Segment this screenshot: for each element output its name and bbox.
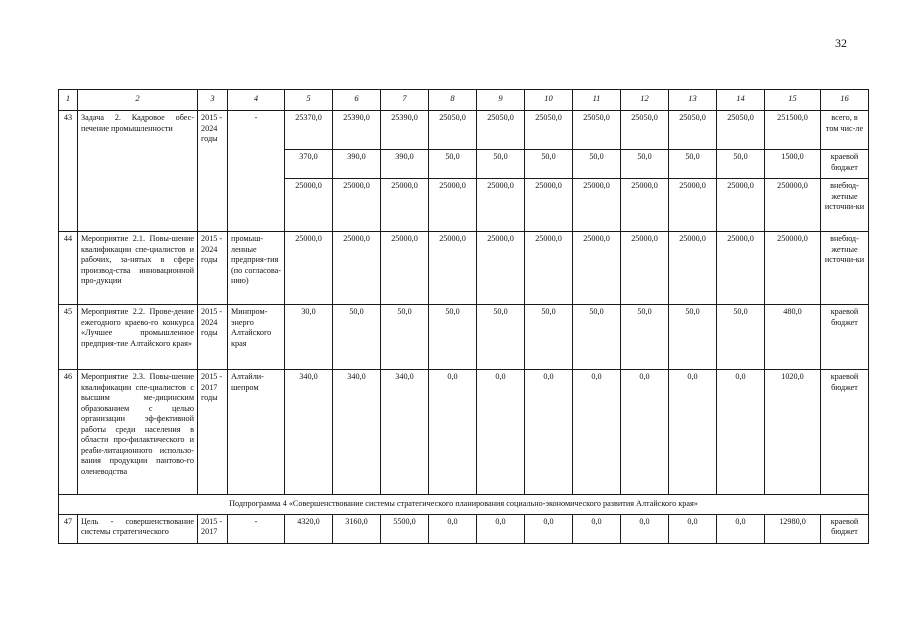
value-cell: 25390,0 xyxy=(381,111,429,150)
value-cell: 0,0 xyxy=(669,514,717,543)
column-header: 11 xyxy=(573,90,621,111)
total-cell: 251500,0 xyxy=(765,111,821,150)
value-cell: 390,0 xyxy=(381,150,429,179)
value-cell: 25370,0 xyxy=(285,111,333,150)
value-cell: 25000,0 xyxy=(429,232,477,305)
header-row xyxy=(59,90,869,111)
row-executor: Алтайли-шепром xyxy=(228,370,285,495)
column-header: 4 xyxy=(228,90,285,111)
column-header: 9 xyxy=(477,90,525,111)
value-cell: 50,0 xyxy=(669,150,717,179)
value-cell: 0,0 xyxy=(477,514,525,543)
value-cell: 50,0 xyxy=(477,305,525,370)
column-header: 6 xyxy=(333,90,381,111)
row-number: 47 xyxy=(59,514,78,543)
value-cell: 25050,0 xyxy=(669,111,717,150)
subprogram-row xyxy=(59,495,869,515)
column-header: 15 xyxy=(765,90,821,111)
source-cell: внебюд-жетные источни-ки xyxy=(821,179,869,232)
row-number: 45 xyxy=(59,305,78,370)
value-cell: 25000,0 xyxy=(573,179,621,232)
total-cell: 480,0 xyxy=(765,305,821,370)
value-cell: 25000,0 xyxy=(669,179,717,232)
value-cell: 50,0 xyxy=(333,305,381,370)
value-cell: 25390,0 xyxy=(333,111,381,150)
value-cell: 0,0 xyxy=(477,370,525,495)
value-cell: 25000,0 xyxy=(717,179,765,232)
source-cell: всего, в том чис-ле xyxy=(821,111,869,150)
value-cell: 25000,0 xyxy=(621,179,669,232)
column-header: 12 xyxy=(621,90,669,111)
column-header: 1 xyxy=(59,90,78,111)
value-cell: 0,0 xyxy=(621,514,669,543)
source-cell: краевой бюджет xyxy=(821,370,869,495)
row-name: Мероприятие 2.1. Повы-шение квалификации спе-циалистов и рабочих, за-нятых в сфере производ-ства инновационной про-дукции xyxy=(78,232,198,305)
column-header: 5 xyxy=(285,90,333,111)
value-cell: 25000,0 xyxy=(669,232,717,305)
value-cell: 25000,0 xyxy=(573,232,621,305)
value-cell: 0,0 xyxy=(669,370,717,495)
value-cell: 50,0 xyxy=(669,305,717,370)
value-cell: 4320,0 xyxy=(285,514,333,543)
value-cell: 50,0 xyxy=(717,305,765,370)
value-cell: 50,0 xyxy=(525,305,573,370)
row-period: 2015 - 2024 годы xyxy=(198,111,228,232)
page-number: 32 xyxy=(835,36,847,50)
row-period: 2015 - 2024 годы xyxy=(198,305,228,370)
value-cell: 340,0 xyxy=(333,370,381,495)
total-cell: 12980,0 xyxy=(765,514,821,543)
value-cell: 25050,0 xyxy=(477,111,525,150)
value-cell: 0,0 xyxy=(525,370,573,495)
column-header: 13 xyxy=(669,90,717,111)
value-cell: 0,0 xyxy=(621,370,669,495)
value-cell: 0,0 xyxy=(573,514,621,543)
value-cell: 25000,0 xyxy=(525,179,573,232)
value-cell: 5500,0 xyxy=(381,514,429,543)
column-header: 10 xyxy=(525,90,573,111)
subprogram-title: Подпрограмма 4 «Совершенствование системы стратегического планирования социально-экономического развития Алтайского края» xyxy=(59,495,869,515)
value-cell: 25000,0 xyxy=(285,232,333,305)
row-name: Мероприятие 2.3. Повы-шение квалификации спе-циалистов с высшим ме-дицинским образованием с целью организации эф-фективной работы среди населения в области про-филактического и реаби-литационного использо-вания продукции пантово-го оленеводства xyxy=(78,370,198,495)
row-name: Мероприятие 2.2. Прове-дение ежегодного краево-го конкурса «Лучшее промышленное предприя-тие Алтайского края» xyxy=(78,305,198,370)
row-period: 2015 - 2017 годы xyxy=(198,370,228,495)
table-row-43 xyxy=(59,111,869,150)
value-cell: 50,0 xyxy=(429,150,477,179)
value-cell: 25000,0 xyxy=(381,232,429,305)
row-period: 2015 - 2024 годы xyxy=(198,232,228,305)
value-cell: 25000,0 xyxy=(621,232,669,305)
row-period: 2015 - 2017 xyxy=(198,514,228,543)
table-row-46 xyxy=(59,370,869,495)
value-cell: 25000,0 xyxy=(333,179,381,232)
source-cell: краевой бюджет xyxy=(821,150,869,179)
row-number: 43 xyxy=(59,111,78,232)
value-cell: 25050,0 xyxy=(429,111,477,150)
column-header: 2 xyxy=(78,90,198,111)
table-row-45 xyxy=(59,305,869,370)
row-number: 46 xyxy=(59,370,78,495)
column-header: 16 xyxy=(821,90,869,111)
column-header: 8 xyxy=(429,90,477,111)
value-cell: 50,0 xyxy=(717,150,765,179)
value-cell: 25000,0 xyxy=(717,232,765,305)
row-name: Цель - совершенствование системы стратегического xyxy=(78,514,198,543)
value-cell: 25000,0 xyxy=(429,179,477,232)
table-row-47 xyxy=(59,514,869,543)
column-header: 14 xyxy=(717,90,765,111)
source-cell: краевой бюджет xyxy=(821,305,869,370)
source-cell: внебюд-жетные источни-ки xyxy=(821,232,869,305)
total-cell: 1500,0 xyxy=(765,150,821,179)
table-row-44 xyxy=(59,232,869,305)
value-cell: 25050,0 xyxy=(525,111,573,150)
value-cell: 0,0 xyxy=(573,370,621,495)
value-cell: 0,0 xyxy=(717,370,765,495)
value-cell: 370,0 xyxy=(285,150,333,179)
value-cell: 25000,0 xyxy=(525,232,573,305)
value-cell: 50,0 xyxy=(381,305,429,370)
row-executor: промыш-ленные предприя-тия (по согласова-нию) xyxy=(228,232,285,305)
column-header: 3 xyxy=(198,90,228,111)
value-cell: 50,0 xyxy=(621,150,669,179)
value-cell: 0,0 xyxy=(525,514,573,543)
value-cell: 0,0 xyxy=(429,514,477,543)
total-cell: 250000,0 xyxy=(765,179,821,232)
value-cell: 25000,0 xyxy=(477,179,525,232)
row-executor: - xyxy=(228,514,285,543)
value-cell: 50,0 xyxy=(477,150,525,179)
value-cell: 0,0 xyxy=(429,370,477,495)
value-cell: 25000,0 xyxy=(477,232,525,305)
value-cell: 25000,0 xyxy=(381,179,429,232)
budget-table xyxy=(58,89,869,544)
total-cell: 250000,0 xyxy=(765,232,821,305)
row-executor: Минпром-энерго Алтайского края xyxy=(228,305,285,370)
value-cell: 25000,0 xyxy=(333,232,381,305)
value-cell: 25050,0 xyxy=(621,111,669,150)
value-cell: 50,0 xyxy=(573,305,621,370)
row-executor: - xyxy=(228,111,285,232)
value-cell: 25050,0 xyxy=(717,111,765,150)
total-cell: 1020,0 xyxy=(765,370,821,495)
value-cell: 50,0 xyxy=(621,305,669,370)
value-cell: 50,0 xyxy=(573,150,621,179)
row-number: 44 xyxy=(59,232,78,305)
source-cell: краевой бюджет xyxy=(821,514,869,543)
row-name: Задача 2. Кадровое обес-печение промышленности xyxy=(78,111,198,232)
value-cell: 340,0 xyxy=(381,370,429,495)
value-cell: 3160,0 xyxy=(333,514,381,543)
value-cell: 0,0 xyxy=(717,514,765,543)
value-cell: 25000,0 xyxy=(285,179,333,232)
value-cell: 30,0 xyxy=(285,305,333,370)
value-cell: 50,0 xyxy=(525,150,573,179)
column-header: 7 xyxy=(381,90,429,111)
value-cell: 390,0 xyxy=(333,150,381,179)
value-cell: 25050,0 xyxy=(573,111,621,150)
value-cell: 340,0 xyxy=(285,370,333,495)
value-cell: 50,0 xyxy=(429,305,477,370)
